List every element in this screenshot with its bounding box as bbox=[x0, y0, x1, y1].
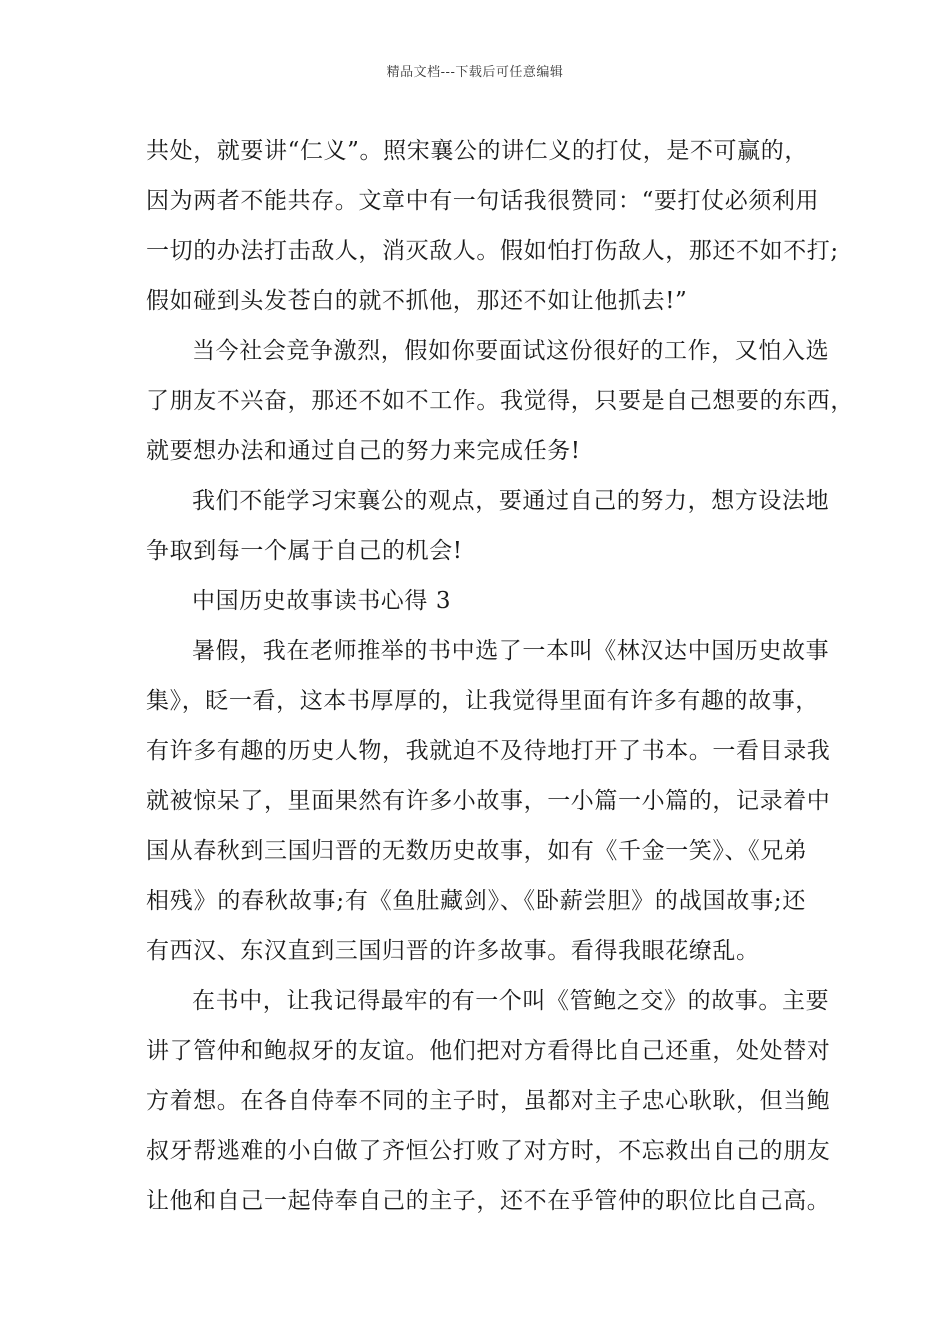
text-line: 叔牙帮逃难的小白做了齐恒公打败了对方时，不忘救出自己的朋友 bbox=[146, 1138, 831, 1164]
text-line: 就要想办法和通过自己的努力来完成任务! bbox=[146, 438, 581, 464]
text-line: 因为两者不能共存。文章中有一句话我很赞同：“要打仗必须利用 bbox=[146, 188, 820, 214]
body-text bbox=[146, 126, 854, 1226]
text-line: 相残》的春秋故事;有《鱼肚藏剑》、《卧薪尝胆》的战国故事;还 bbox=[146, 888, 806, 914]
text-line: 一切的办法打击敌人，消灭敌人。假如怕打伤敌人，那还不如不打; bbox=[146, 238, 839, 264]
text-line: 国从春秋到三国归晋的无数历史故事，如有《千金一笑》、《兄弟 bbox=[146, 838, 808, 864]
paragraph-start-line: 当今社会竞争激烈，假如你要面试这份很好的工作，又怕入选 bbox=[192, 338, 830, 364]
paragraph-start-line: 我们不能学习宋襄公的观点，要通过自己的努力，想方设法地 bbox=[192, 488, 830, 514]
text-line: 让他和自己一起侍奉自己的主子，还不在乎管仲的职位比自己高。 bbox=[146, 1188, 831, 1214]
paragraph-start-line: 暑假，我在老师推举的书中选了一本叫《林汉达中国历史故事 bbox=[192, 638, 830, 664]
text-line: 共处，就要讲“仁义”。照宋襄公的讲仁义的打仗，是不可赢的， bbox=[146, 138, 808, 164]
text-line: 有西汉、东汉直到三国归晋的许多故事。看得我眼花缭乱。 bbox=[146, 938, 760, 964]
text-line: 方着想。在各自侍奉不同的主子时，虽都对主子忠心耿耿，但当鲍 bbox=[146, 1088, 831, 1114]
text-line: 集》，眨一看，这本书厚厚的，让我觉得里面有许多有趣的故事， bbox=[146, 688, 819, 714]
section-heading: 中国历史故事读书心得 3 bbox=[192, 588, 452, 614]
text-line: 有许多有趣的历史人物，我就迫不及待地打开了书本。一看目录我 bbox=[146, 738, 831, 764]
paragraph-start-line: 在书中，让我记得最牢的有一个叫《管鲍之交》的故事。主要 bbox=[192, 988, 830, 1014]
text-line: 假如碰到头发苍白的就不抓他，那还不如让他抓去!” bbox=[146, 288, 688, 314]
text-line: 争取到每一个属于自己的机会! bbox=[146, 538, 463, 564]
text-line: 就被惊呆了，里面果然有许多小故事，一小篇一小篇的，记录着中 bbox=[146, 788, 831, 814]
text-line: 了朋友不兴奋，那还不如不工作。我觉得，只要是自己想要的东西， bbox=[146, 388, 854, 414]
text-line: 讲了管仲和鲍叔牙的友谊。他们把对方看得比自己还重，处处替对 bbox=[146, 1038, 831, 1064]
page-header: 精品文档---下载后可任意编辑 bbox=[386, 65, 564, 80]
